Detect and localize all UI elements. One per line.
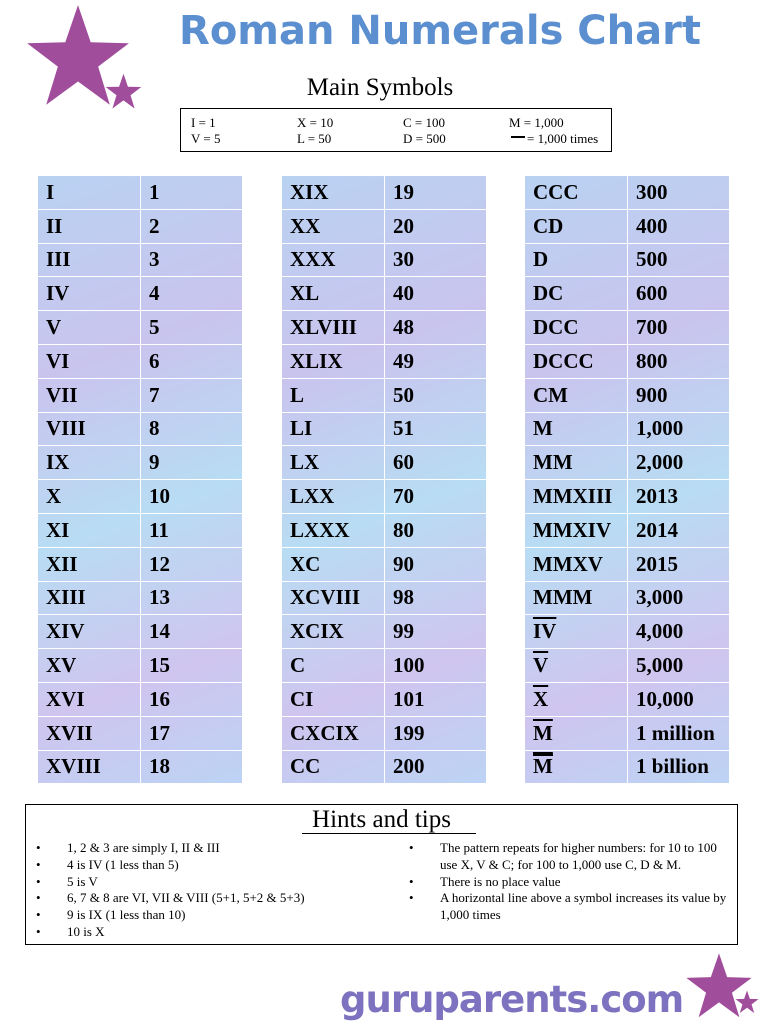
roman-numeral: CXCIX <box>290 720 359 745</box>
numeral-row <box>38 480 243 514</box>
roman-numeral-cell <box>525 446 628 480</box>
numeral-row <box>525 480 730 514</box>
roman-numeral-cell <box>38 750 141 784</box>
numeral-row <box>525 209 730 243</box>
numeral-value-cell: 49 <box>385 344 487 378</box>
roman-numeral: XV <box>46 653 77 678</box>
numeral-row <box>525 176 730 210</box>
roman-numeral-cell <box>525 378 628 412</box>
numeral-row <box>525 277 730 311</box>
numeral-value-cell: 99 <box>385 615 487 649</box>
numeral-row <box>525 446 730 480</box>
numeral-row <box>38 649 243 683</box>
numeral-row <box>38 716 243 750</box>
numeral-value-cell: 48 <box>385 311 487 345</box>
numeral-row <box>525 547 730 581</box>
roman-numeral: XLVIII <box>290 315 357 340</box>
roman-numeral-cell <box>38 243 141 277</box>
roman-numeral-cell <box>38 412 141 446</box>
numeral-value-cell: 2015 <box>628 547 730 581</box>
numerals-table-3 <box>524 175 730 784</box>
numeral-row <box>38 446 243 480</box>
roman-numeral: D <box>533 247 549 272</box>
numeral-row <box>525 243 730 277</box>
roman-numeral: XVIII <box>46 754 101 779</box>
small-star-icon <box>105 73 142 110</box>
roman-numeral: DCC <box>533 315 579 340</box>
numeral-row <box>525 716 730 750</box>
roman-numeral-cell <box>282 378 385 412</box>
numeral-row <box>525 513 730 547</box>
numeral-value-cell: 20 <box>385 209 487 243</box>
main-symbols-heading: Main Symbols <box>306 74 454 101</box>
numeral-value-cell: 15 <box>141 649 243 683</box>
roman-numeral: LI <box>290 416 313 441</box>
numeral-row <box>282 277 487 311</box>
hint-item: • There is no place value <box>409 874 729 891</box>
roman-numeral-cell <box>282 176 385 210</box>
roman-numeral-cell <box>282 581 385 615</box>
roman-numeral-cell <box>282 277 385 311</box>
roman-numeral: XIII <box>46 585 86 610</box>
numeral-value-cell: 51 <box>385 412 487 446</box>
roman-numeral-cell <box>525 682 628 716</box>
numeral-value-cell: 50 <box>385 378 487 412</box>
hint-item: • 9 is IX (1 less than 10) <box>36 907 386 924</box>
numeral-row <box>525 615 730 649</box>
roman-numeral: MMXIV <box>533 517 612 542</box>
numeral-row <box>282 649 487 683</box>
numeral-value-cell: 40 <box>385 277 487 311</box>
symbol-overline-rule <box>511 131 598 146</box>
roman-numeral-cell <box>38 209 141 243</box>
roman-numeral-cell <box>282 209 385 243</box>
numeral-row <box>525 649 730 683</box>
numeral-value-cell: 60 <box>385 446 487 480</box>
roman-numeral: MMXV <box>533 551 603 576</box>
roman-numeral: CM <box>533 382 568 407</box>
roman-numeral-cell <box>38 513 141 547</box>
roman-numeral-cell <box>38 378 141 412</box>
roman-numeral-cell <box>525 209 628 243</box>
numeral-row <box>38 412 243 446</box>
numeral-row <box>38 209 243 243</box>
main-symbols-box <box>180 108 612 152</box>
numeral-value-cell: 5,000 <box>628 649 730 683</box>
hints-title-underline <box>302 833 476 834</box>
numeral-row <box>525 682 730 716</box>
numeral-value-cell: 3,000 <box>628 581 730 615</box>
roman-numeral: MMM <box>533 585 593 610</box>
numeral-row <box>282 243 487 277</box>
numeral-row <box>282 750 487 784</box>
roman-numeral: CI <box>290 686 314 711</box>
roman-numeral: XL <box>290 281 320 306</box>
numeral-value-cell: 8 <box>141 412 243 446</box>
numeral-row <box>38 176 243 210</box>
numeral-value-cell: 80 <box>385 513 487 547</box>
roman-numeral-cell <box>282 750 385 784</box>
roman-numeral-cell <box>525 311 628 345</box>
roman-numeral-cell <box>38 716 141 750</box>
roman-numeral: $\overline{IV}$ <box>533 619 557 644</box>
roman-numeral-cell <box>38 649 141 683</box>
roman-numeral-cell <box>38 446 141 480</box>
numeral-row <box>525 581 730 615</box>
roman-numeral: MMXIII <box>533 484 613 509</box>
numeral-value-cell: 17 <box>141 716 243 750</box>
numeral-value-cell: 4 <box>141 277 243 311</box>
hint-item: • 10 is X <box>36 924 386 941</box>
numeral-value-cell: 19 <box>385 176 487 210</box>
hints-box <box>25 804 738 945</box>
numeral-value-cell: 4,000 <box>628 615 730 649</box>
roman-numeral-cell <box>282 716 385 750</box>
roman-numeral: VII <box>46 382 78 407</box>
symbol-d: D = 500 <box>403 131 446 146</box>
numeral-row <box>282 716 487 750</box>
numeral-value-cell: 1 billion <box>628 750 730 784</box>
roman-numeral-cell <box>38 547 141 581</box>
numeral-value-cell: 101 <box>385 682 487 716</box>
roman-numeral-cell <box>282 446 385 480</box>
numeral-row <box>525 344 730 378</box>
roman-numeral: VIII <box>46 416 86 441</box>
roman-numeral: XII <box>46 551 78 576</box>
roman-numeral-cell <box>525 581 628 615</box>
numeral-value-cell: 9 <box>141 446 243 480</box>
symbol-l: L = 50 <box>297 131 332 146</box>
roman-numeral: VI <box>46 348 70 373</box>
roman-numeral-cell <box>38 277 141 311</box>
numeral-row <box>282 378 487 412</box>
numeral-value-cell: 12 <box>141 547 243 581</box>
roman-numeral: III <box>46 247 71 272</box>
hint-item: • A horizontal line above a symbol increases its value by 1,000 times <box>409 890 729 924</box>
numeral-row <box>282 209 487 243</box>
roman-numeral-cell <box>38 615 141 649</box>
roman-numeral-cell <box>525 277 628 311</box>
roman-numeral-cell <box>282 547 385 581</box>
numeral-value-cell: 5 <box>141 311 243 345</box>
numeral-value-cell: 10,000 <box>628 682 730 716</box>
roman-numeral-cell <box>38 344 141 378</box>
numeral-value-cell: 18 <box>141 750 243 784</box>
numeral-value-cell: 16 <box>141 682 243 716</box>
numeral-value-cell: 2 <box>141 209 243 243</box>
numeral-row <box>282 446 487 480</box>
numeral-row <box>525 750 730 784</box>
numeral-value-cell: 1,000 <box>628 412 730 446</box>
numeral-value-cell: 500 <box>628 243 730 277</box>
roman-numeral: LXXX <box>290 517 350 542</box>
roman-numeral-cell <box>525 480 628 514</box>
roman-numeral: XI <box>46 517 70 542</box>
numeral-value-cell: 2013 <box>628 480 730 514</box>
roman-numeral: IX <box>46 450 70 475</box>
roman-numeral-cell <box>282 615 385 649</box>
numeral-row <box>38 378 243 412</box>
roman-numeral-cell <box>525 547 628 581</box>
numeral-row <box>282 480 487 514</box>
numeral-value-cell: 6 <box>141 344 243 378</box>
roman-numeral: C <box>290 653 306 678</box>
roman-numeral: XCVIII <box>290 585 361 610</box>
numeral-value-cell: 2,000 <box>628 446 730 480</box>
roman-numeral: XC <box>290 551 321 576</box>
roman-numeral-cell <box>282 344 385 378</box>
numeral-value-cell: 1 <box>141 176 243 210</box>
roman-numeral: XIX <box>290 179 329 204</box>
symbol-c: C = 100 <box>403 115 446 130</box>
numeral-value-cell: 98 <box>385 581 487 615</box>
roman-numeral-cell <box>525 750 628 784</box>
roman-numeral: V <box>46 315 62 340</box>
numeral-value-cell: 7 <box>141 378 243 412</box>
numeral-row <box>525 311 730 345</box>
roman-numeral-cell <box>282 243 385 277</box>
roman-numeral-cell <box>525 513 628 547</box>
roman-numeral-cell <box>282 682 385 716</box>
hints-list-right <box>409 840 729 924</box>
numeral-value-cell: 1 million <box>628 716 730 750</box>
roman-numeral: LX <box>290 450 320 475</box>
numeral-row <box>282 682 487 716</box>
numeral-row <box>282 176 487 210</box>
roman-numeral-cell <box>525 716 628 750</box>
hints-title: Hints and tips <box>312 806 451 833</box>
roman-numeral-cell <box>525 615 628 649</box>
numeral-value-cell: 800 <box>628 344 730 378</box>
roman-numeral-cell <box>282 513 385 547</box>
roman-numeral: II <box>46 213 63 238</box>
roman-numeral: DC <box>533 281 564 306</box>
roman-numeral-cell <box>525 412 628 446</box>
roman-numeral: XVII <box>46 720 93 745</box>
numeral-row <box>282 513 487 547</box>
roman-numeral: CC <box>290 754 321 779</box>
roman-numeral-cell <box>38 480 141 514</box>
roman-numeral: $\overline{V}$ <box>533 653 549 678</box>
numeral-value-cell: 13 <box>141 581 243 615</box>
footer-small-star-icon <box>735 990 759 1014</box>
numeral-row <box>282 412 487 446</box>
roman-numeral-cell <box>525 243 628 277</box>
roman-numeral: DCCC <box>533 348 594 373</box>
roman-numeral: IV <box>46 281 70 306</box>
numeral-value-cell: 90 <box>385 547 487 581</box>
roman-numeral: $\overline{M}$ <box>533 754 553 779</box>
overline-bar-icon <box>511 136 525 138</box>
page-title: Roman Numerals Chart <box>179 8 701 54</box>
roman-numeral-cell <box>282 412 385 446</box>
numeral-value-cell: 11 <box>141 513 243 547</box>
roman-numeral-cell <box>38 311 141 345</box>
numeral-row <box>38 311 243 345</box>
roman-numeral: CD <box>533 213 564 238</box>
roman-numeral-cell <box>38 581 141 615</box>
hint-item: • 6, 7 & 8 are VI, VII & VIII (5+1, 5+2 & 5+3) <box>36 890 386 907</box>
numeral-value-cell: 200 <box>385 750 487 784</box>
hints-list-left <box>36 840 386 941</box>
roman-numeral-cell <box>525 649 628 683</box>
roman-numeral: CCC <box>533 179 579 204</box>
numerals-table-1 <box>37 175 243 784</box>
numeral-row <box>525 412 730 446</box>
roman-numeral: XXX <box>290 247 336 272</box>
guruparents-logo: guruparents.com <box>340 978 684 1021</box>
numeral-row <box>282 615 487 649</box>
roman-numeral-cell <box>282 649 385 683</box>
numeral-row <box>282 581 487 615</box>
roman-numeral: X <box>46 484 62 509</box>
symbol-i: I = 1 <box>191 115 216 130</box>
roman-numeral-cell <box>525 176 628 210</box>
roman-numeral: XLIX <box>290 348 343 373</box>
numeral-value-cell: 70 <box>385 480 487 514</box>
numeral-value-cell: 2014 <box>628 513 730 547</box>
roman-numeral: XIV <box>46 619 85 644</box>
numeral-value-cell: 10 <box>141 480 243 514</box>
roman-numeral: LXX <box>290 484 335 509</box>
numeral-row <box>38 513 243 547</box>
hint-item: • 1, 2 & 3 are simply I, II & III <box>36 840 386 857</box>
roman-numeral: XVI <box>46 686 85 711</box>
hint-item: • 4 is IV (1 less than 5) <box>36 857 386 874</box>
roman-numeral-cell <box>282 480 385 514</box>
numeral-row <box>282 547 487 581</box>
numeral-row <box>38 344 243 378</box>
numeral-value-cell: 3 <box>141 243 243 277</box>
numeral-row <box>282 311 487 345</box>
numeral-value-cell: 600 <box>628 277 730 311</box>
numeral-row <box>38 277 243 311</box>
symbol-v: V = 5 <box>191 131 221 146</box>
numerals-table-2 <box>281 175 487 784</box>
numeral-row <box>38 581 243 615</box>
roman-numeral: I <box>46 179 55 204</box>
numeral-value-cell: 100 <box>385 649 487 683</box>
numeral-value-cell: 700 <box>628 311 730 345</box>
symbol-x: X = 10 <box>297 115 334 130</box>
numeral-value-cell: 199 <box>385 716 487 750</box>
symbol-overline-text: = 1,000 times <box>527 131 599 146</box>
roman-numeral: XCIX <box>290 619 344 644</box>
numeral-value-cell: 30 <box>385 243 487 277</box>
numeral-value-cell: 900 <box>628 378 730 412</box>
numeral-row <box>38 243 243 277</box>
numeral-value-cell: 400 <box>628 209 730 243</box>
numeral-row <box>525 378 730 412</box>
roman-numeral: XX <box>290 213 321 238</box>
roman-numeral: MM <box>533 450 573 475</box>
roman-numeral-cell <box>282 311 385 345</box>
roman-numeral-cell <box>525 344 628 378</box>
roman-numeral: M <box>533 416 553 441</box>
numeral-row <box>38 750 243 784</box>
hint-item: • The pattern repeats for higher numbers: for 10 to 100 use X, V & C; for 100 to 1,000 use C, D & M. <box>409 840 729 874</box>
numeral-row <box>282 344 487 378</box>
roman-numeral-cell <box>38 176 141 210</box>
numeral-row <box>38 615 243 649</box>
hint-item: • 5 is V <box>36 874 386 891</box>
roman-numeral: $\overline{X}$ <box>533 686 549 711</box>
roman-numeral: L <box>290 382 305 407</box>
numeral-row <box>38 547 243 581</box>
numeral-row <box>38 682 243 716</box>
roman-numeral: $\overline{M}$ <box>533 720 553 745</box>
roman-numeral-cell <box>38 682 141 716</box>
symbol-m: M = 1,000 <box>509 115 564 130</box>
numeral-value-cell: 300 <box>628 176 730 210</box>
numeral-value-cell: 14 <box>141 615 243 649</box>
